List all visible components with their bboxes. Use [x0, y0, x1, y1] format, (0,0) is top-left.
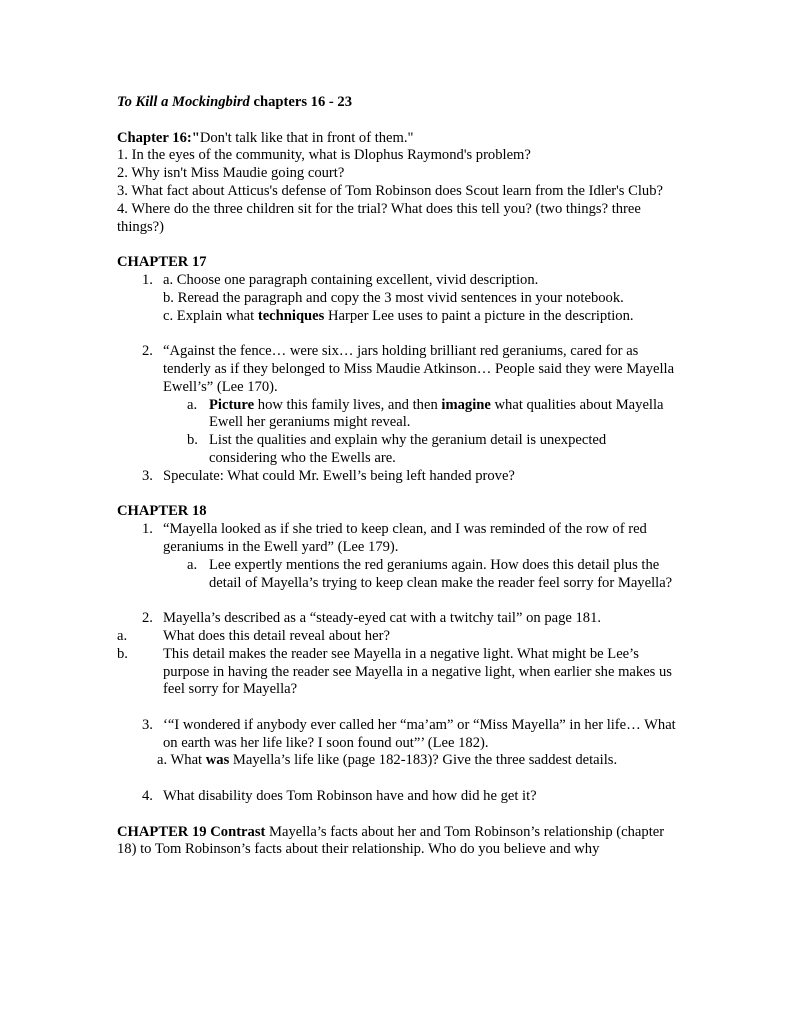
ch18-item3-a: a. What was Mayella’s life like (page 182-183)? Give the three saddest details. — [157, 752, 618, 769]
ch18-item4: 4. What disability does Tom Robinson have and how did he get it? — [142, 788, 537, 805]
ch18-item2: 2. Mayella’s described as a “steady-eyed cat with a twitchy tail” on page 181. — [142, 610, 602, 627]
worksheet — [117, 94, 677, 859]
ch17-item1-c: c. Explain what techniques Harper Lee uses to paint a picture in the description. — [163, 307, 634, 324]
ch17-item1-b: b. Reread the paragraph and copy the 3 most vivid sentences in your notebook. — [163, 289, 624, 306]
ch18-item3: 3. ‘“I wondered if anybody ever called her “ma’am” or “Miss Mayella” in her life… What on earth was her life like? I soon found out”’ (Lee 182). — [142, 716, 676, 751]
ch17-item2-b: b. List the qualities and explain why the geranium detail is unexpected considering who the Ewells are. — [187, 432, 607, 466]
ch17-heading: CHAPTER 17 — [117, 254, 207, 271]
ch16-q4: 4. Where do the three children sit for the trial? What does this tell you? (two things? three things?) — [117, 200, 641, 235]
ch18-item1: 1. “Mayella looked as if she tried to keep clean, and I was reminded of the row of red geraniums in the Ewell yard” (Lee 179). — [142, 521, 647, 555]
ch16-q1: 1. In the eyes of the community, what is Dlophus Raymond's problem? — [117, 147, 531, 164]
ch18-item1-a: a. Lee expertly mentions the red geraniums again. How does this detail plus the detail of Mayella’s trying to keep clean make the reader feel sorry for Mayella? — [187, 556, 673, 591]
book-title: To Kill a Mockingbird — [117, 94, 250, 110]
ch18-item2-b: b. This detail makes the reader see Mayella in a negative light. What might be Lee’s purpose in having the reader see Mayella in a negative light, when earlier she makes us feel sorry for Mayella? — [117, 645, 672, 698]
ch16-q3: 3. What fact about Atticus's defense of Tom Robinson does Scout learn from the Idler's Club? — [117, 182, 663, 199]
title-rest: chapters 16 - 23 — [249, 94, 353, 110]
page-title — [117, 94, 677, 112]
ch18-item2-a: a. What does this detail reveal about her? — [117, 627, 390, 644]
ch16-q2: 2. Why isn't Miss Maudie going court? — [117, 165, 345, 182]
ch18-heading: CHAPTER 18 — [117, 503, 207, 520]
ch16-heading: Chapter 16:"Don't talk like that in front of them." — [117, 129, 414, 146]
ch17-item1: 1. a. Choose one paragraph containing excellent, vivid description. — [142, 271, 539, 288]
ch17-item2-a: a. Picture how this family lives, and then imagine what qualities about Mayella Ewell her geraniums might reveal. — [187, 396, 664, 431]
ch17-item3: 3. Speculate: What could Mr. Ewell’s being left handed prove? — [142, 467, 515, 484]
ch17-item2: 2. “Against the fence… were six… jars holding brilliant red geraniums, cared for as tenderly as if they belonged to Miss Maudie Atkinson… People said they were Mayella Ewell’s” (Lee 170). — [142, 343, 675, 395]
ch19-prompt: CHAPTER 19 Contrast Mayella’s facts about her and Tom Robinson’s relationship (chapter 18) to Tom Robinson’s facts about their relationship. Who do you believe and why — [117, 823, 665, 858]
